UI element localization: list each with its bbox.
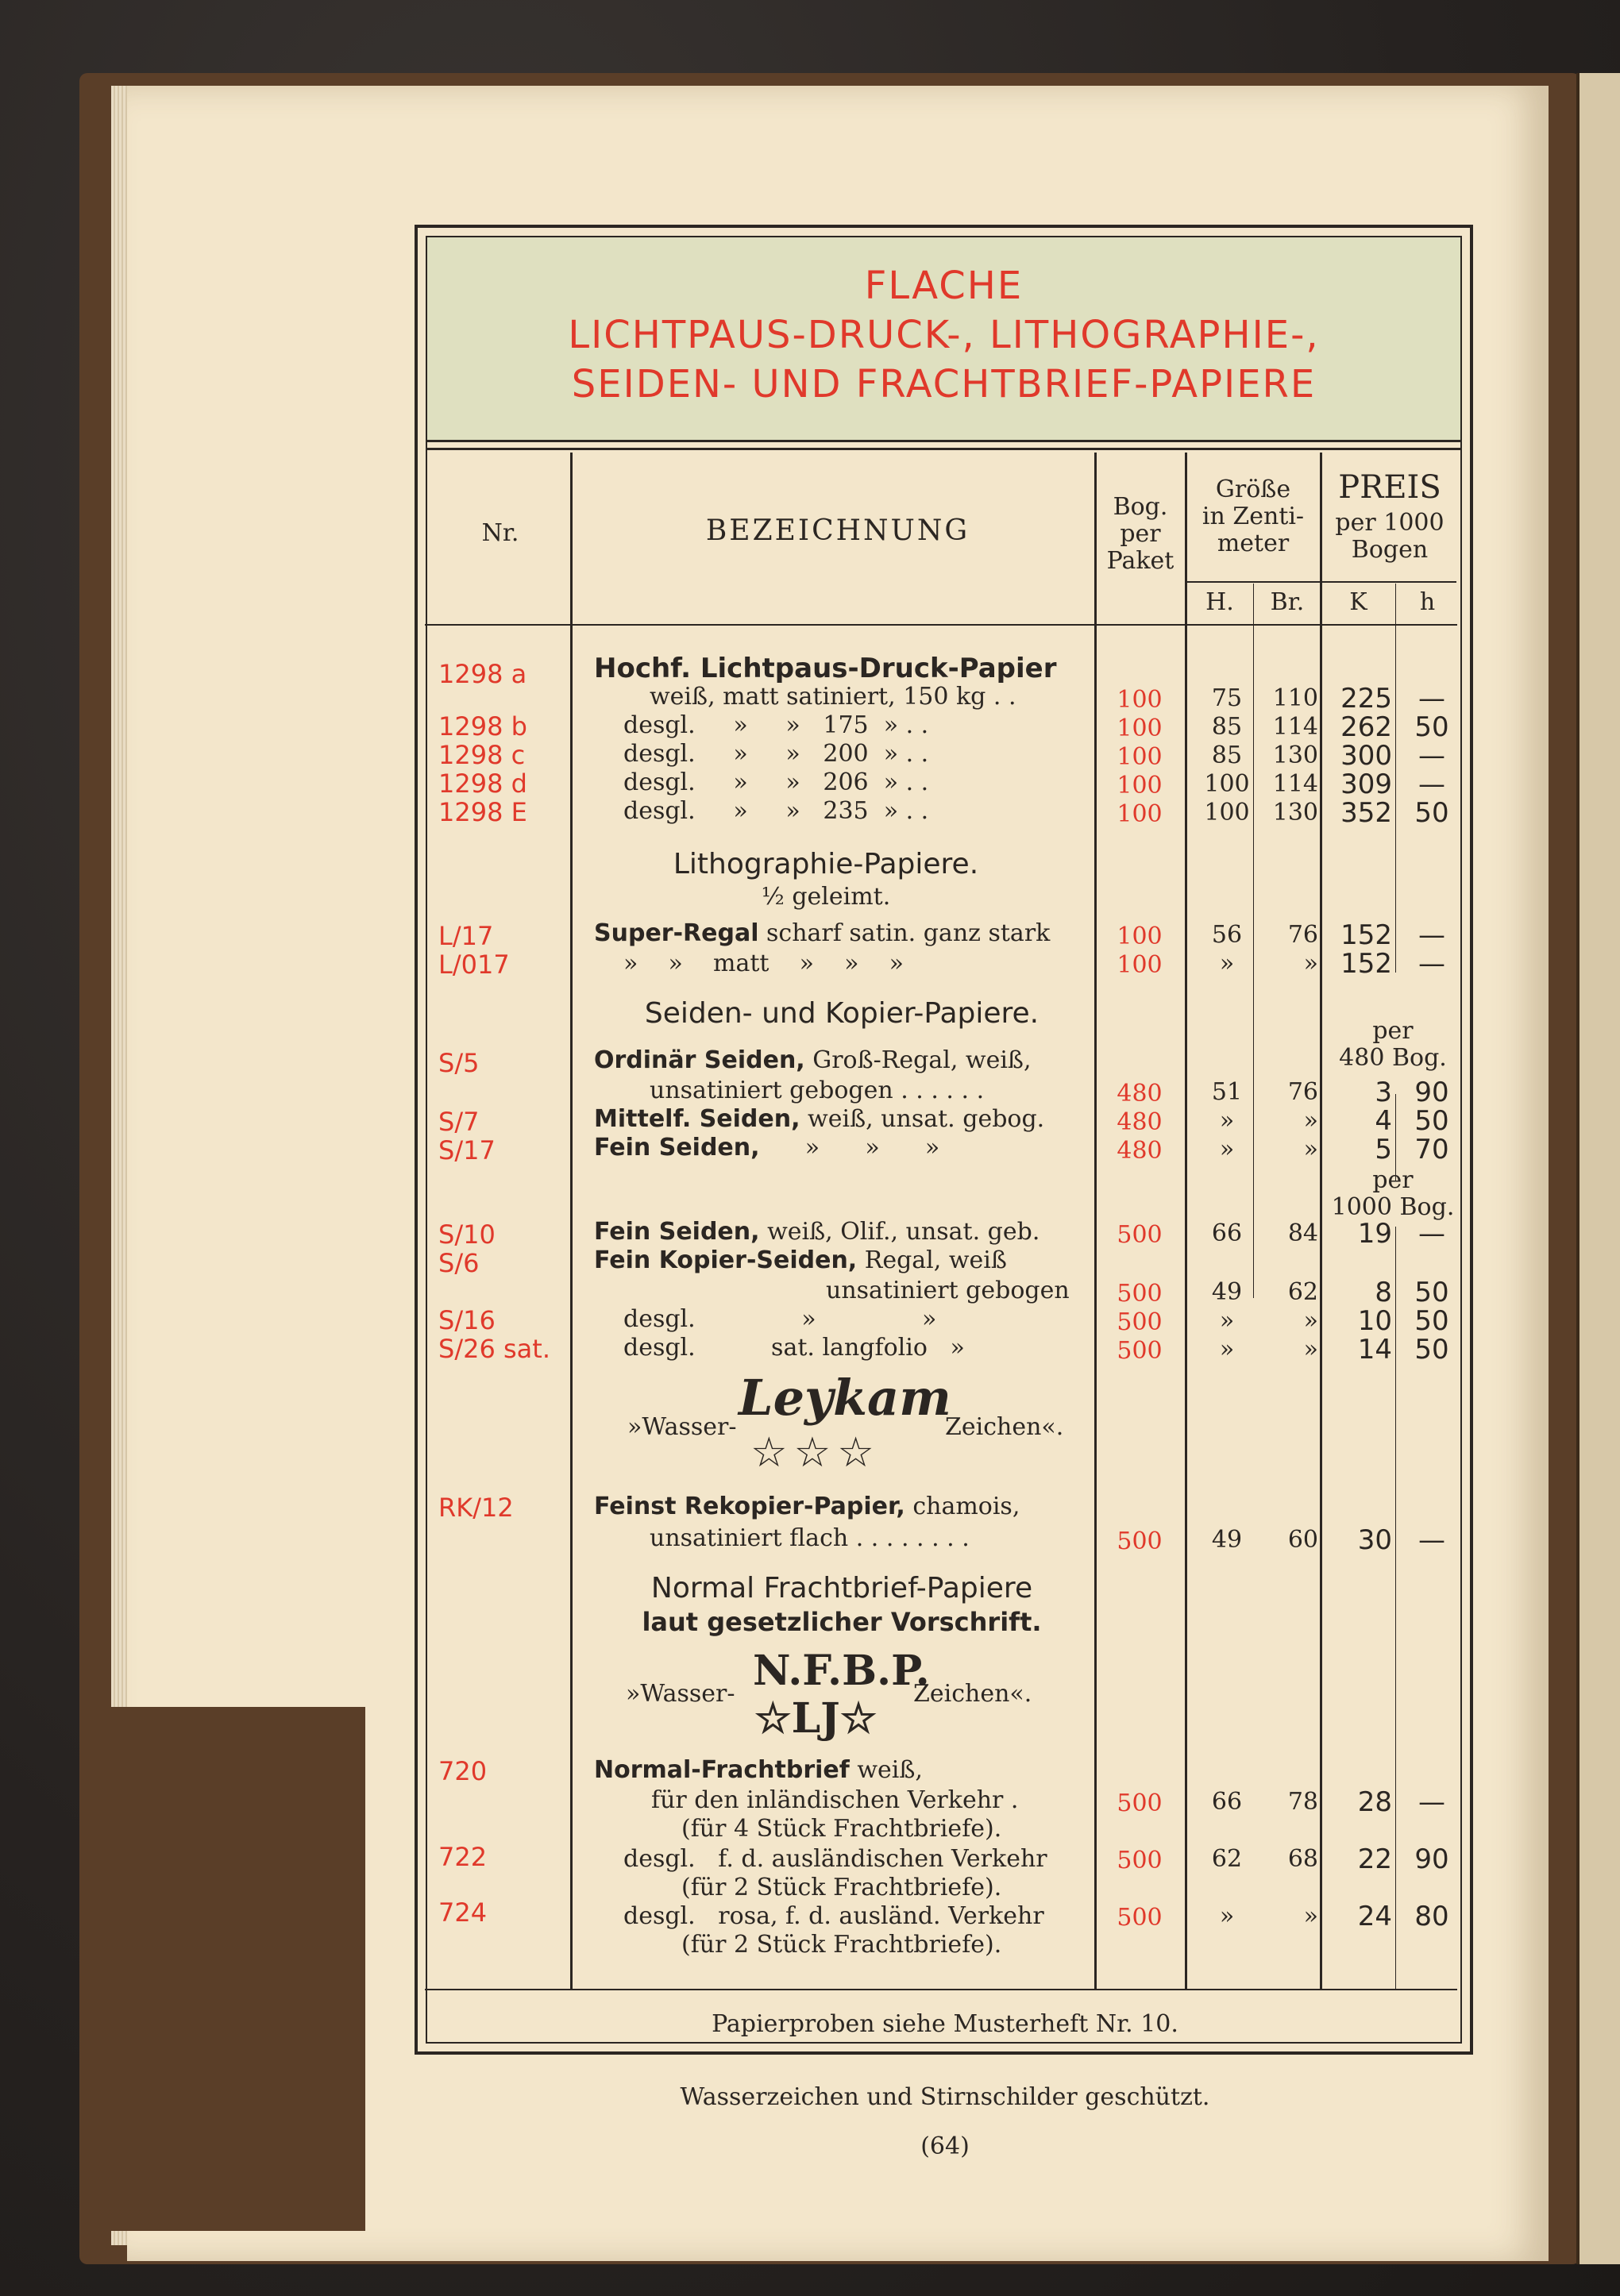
row-desc-3: (für 2 Stück Frachtbriefe).	[681, 1874, 1002, 1901]
row-nr: 1298 a	[438, 659, 527, 689]
per-1000-note	[1321, 1167, 1464, 1221]
row-h: 85	[1211, 742, 1243, 769]
row-br: »	[1303, 950, 1318, 977]
row-desc-rest: » » »	[759, 1134, 940, 1161]
row-br: 76	[1287, 1078, 1318, 1106]
samples-note: Papierproben siehe Musterheft Nr. 10.	[712, 2010, 1178, 2038]
header-br: Br.	[1270, 588, 1305, 616]
col-line-nr	[570, 453, 573, 1989]
row-desc-bold: Fein Seiden,	[594, 1218, 760, 1246]
row-hh: —	[1418, 1786, 1445, 1818]
row-bogen: 100	[1117, 743, 1163, 771]
row-k: 225	[1340, 683, 1392, 715]
watermark-note: Wasserzeichen und Stirnschilder geschützt.	[680, 2083, 1210, 2111]
row-desc	[594, 1493, 1020, 1520]
row-desc	[594, 1046, 1032, 1074]
per-480-note	[1321, 1018, 1464, 1072]
row-hh: 50	[1414, 711, 1449, 743]
header-bogen-1: Bog.	[1113, 493, 1168, 521]
row-desc-rest: weiß, Olif., unsat. geb.	[759, 1218, 1040, 1246]
row-br: 130	[1272, 742, 1318, 769]
header-separator	[427, 448, 1460, 450]
row-desc-rest: weiß, unsat. gebog.	[800, 1105, 1045, 1133]
row-desc-rest: Regal, weiß	[857, 1246, 1007, 1274]
row-hh: —	[1418, 1218, 1445, 1250]
row-bogen: 500	[1117, 1221, 1163, 1249]
row-desc-rest: scharf satin. ganz stark	[758, 919, 1051, 947]
row-h: 100	[1204, 770, 1250, 798]
header-preis-sub-2: Bogen	[1351, 536, 1429, 564]
row-br: »	[1303, 1307, 1318, 1335]
row-nr: S/26 sat.	[438, 1334, 550, 1364]
row-bogen: 500	[1117, 1280, 1163, 1308]
row-desc-bold: Mittelf. Seiden,	[594, 1105, 800, 1133]
row-desc-rest: weiß,	[849, 1756, 923, 1784]
row-desc-bold: Ordinär Seiden,	[594, 1046, 805, 1074]
header-preis-sub	[1321, 510, 1458, 564]
row-nr: S/6	[438, 1248, 480, 1278]
row-k: 352	[1340, 797, 1392, 829]
row-desc: desgl. » » 206 » . .	[623, 769, 929, 796]
row-nr: S/5	[438, 1048, 480, 1078]
row-desc: desgl. » »	[623, 1305, 937, 1333]
row-k: 19	[1357, 1218, 1392, 1250]
row-k: 28	[1357, 1786, 1392, 1818]
row-br: 78	[1287, 1788, 1318, 1816]
header-subline	[1186, 581, 1456, 583]
row-br: 76	[1287, 921, 1318, 949]
row-br: 130	[1272, 799, 1318, 826]
row-h: »	[1219, 1135, 1235, 1163]
row-bogen: 100	[1117, 772, 1163, 799]
row-h: 51	[1211, 1078, 1243, 1106]
row-k: 300	[1340, 740, 1392, 772]
thumb-index-cut	[111, 1707, 365, 2231]
row-br: 114	[1272, 770, 1318, 798]
row-desc: desgl. » » 200 » . .	[623, 740, 929, 768]
row-br: 114	[1272, 713, 1318, 741]
row-desc-2: unsatiniert flach . . . . . . . .	[650, 1524, 970, 1552]
row-h: 49	[1211, 1526, 1243, 1554]
row-desc: desgl. » » 175 » . .	[623, 711, 929, 739]
row-hh: 70	[1414, 1134, 1449, 1165]
row-hh: —	[1418, 769, 1445, 800]
row-bogen: 100	[1117, 686, 1163, 714]
row-br: 62	[1287, 1278, 1318, 1306]
row-desc	[594, 1134, 939, 1161]
header-hh: h	[1419, 588, 1436, 616]
row-desc-rest: Groß-Regal, weiß,	[804, 1046, 1032, 1074]
section-5-sub: laut gesetzlicher Vorschrift.	[642, 1607, 1042, 1637]
row-nr: S/16	[438, 1305, 496, 1335]
row-bogen: 500	[1117, 1527, 1163, 1555]
row-hh: 90	[1414, 1077, 1449, 1108]
row-hh: 50	[1414, 1334, 1449, 1366]
row-bogen: 100	[1117, 800, 1163, 828]
row-br: 68	[1287, 1845, 1318, 1873]
row-desc	[594, 919, 1050, 947]
row-hh: 90	[1414, 1843, 1449, 1875]
row-h: »	[1219, 950, 1235, 977]
row-desc-bold: Feinst Rekopier-Papier,	[594, 1493, 905, 1520]
row-hh: —	[1418, 683, 1445, 715]
header-bezeichnung: BEZEICHNUNG	[705, 514, 970, 547]
row-k: 309	[1340, 769, 1392, 800]
section-2-sub: ½ geleimt.	[761, 883, 891, 911]
row-nr: 1298 b	[438, 711, 527, 742]
row-bogen: 480	[1117, 1080, 1163, 1108]
row-h: 62	[1211, 1845, 1243, 1873]
wasser-left-2: »Wasser-	[626, 1680, 735, 1708]
row-hh: —	[1418, 1524, 1445, 1556]
wasser-left: »Wasser-	[627, 1413, 737, 1441]
header-k: K	[1349, 588, 1367, 616]
lj-stars-logo: ☆LJ☆	[754, 1694, 878, 1743]
header-bottom-line	[425, 624, 1457, 626]
row-nr: 1298 c	[438, 740, 526, 770]
row-desc: desgl. rosa, f. d. ausländ. Verkehr	[623, 1902, 1044, 1930]
row-desc-rest: chamois,	[904, 1493, 1020, 1520]
header-nr: Nr.	[481, 519, 519, 547]
row-br: »	[1303, 1902, 1318, 1930]
section-1-title: Hochf. Lichtpaus-Druck-Papier	[594, 653, 1057, 684]
row-nr: 720	[438, 1756, 488, 1786]
row-h: 49	[1211, 1278, 1243, 1306]
row-br: 60	[1287, 1526, 1318, 1554]
row-desc-3: (für 2 Stück Frachtbriefe).	[681, 1931, 1002, 1959]
row-hh: 50	[1414, 1105, 1449, 1137]
header-bogen-3: Paket	[1106, 547, 1174, 575]
header-groesse	[1186, 476, 1320, 557]
row-desc	[594, 1756, 923, 1784]
row-nr: 1298 E	[438, 797, 527, 827]
row-k: 262	[1340, 711, 1392, 743]
row-desc	[594, 1218, 1040, 1246]
row-bogen: 480	[1117, 1108, 1163, 1136]
row-desc-2: unsatiniert gebogen	[826, 1277, 1070, 1304]
row-nr: 724	[438, 1897, 488, 1928]
row-h: 75	[1211, 684, 1243, 712]
per-480-2: 480 Bog.	[1339, 1044, 1447, 1072]
title-line-1: FLACHE	[864, 264, 1024, 308]
row-hh: 50	[1414, 1277, 1449, 1308]
row-bogen: 100	[1117, 951, 1163, 979]
page-number: (64)	[920, 2132, 970, 2160]
row-k: 3	[1375, 1077, 1392, 1108]
section-5-title: Normal Frachtbrief-Papiere	[650, 1572, 1033, 1605]
row-h: 66	[1211, 1788, 1243, 1816]
row-bogen: 500	[1117, 1337, 1163, 1365]
row-desc: desgl. sat. langfolio »	[623, 1334, 965, 1362]
row-nr: S/7	[438, 1107, 480, 1137]
row-nr: S/17	[438, 1135, 496, 1165]
row-desc-3: (für 4 Stück Frachtbriefe).	[681, 1815, 1002, 1843]
row-k: 5	[1375, 1134, 1392, 1165]
row-k: 14	[1357, 1334, 1392, 1366]
row-desc: desgl. » » 235 » . .	[623, 797, 929, 825]
header-preis-sub-1: per 1000	[1335, 509, 1444, 537]
row-h: 85	[1211, 713, 1243, 741]
row-hh: —	[1418, 919, 1445, 951]
stars-icon: ☆☆☆	[750, 1429, 881, 1477]
row-desc-2: unsatiniert gebogen . . . . . .	[650, 1077, 985, 1104]
row-k: 30	[1357, 1524, 1392, 1556]
per-480-1: per	[1372, 1017, 1414, 1045]
row-k: 4	[1375, 1105, 1392, 1137]
row-br: 110	[1272, 684, 1318, 712]
row-nr: S/10	[438, 1219, 496, 1250]
leykam-logo: Leykam	[739, 1369, 951, 1427]
row-h: »	[1219, 1107, 1235, 1135]
row-nr: L/017	[438, 950, 510, 980]
title-line-2: LICHTPAUS-DRUCK-, LITHOGRAPHIE-,	[568, 313, 1320, 357]
title-line-3: SEIDEN- UND FRACHTBRIEF-PAPIERE	[571, 362, 1317, 406]
row-nr: 722	[438, 1842, 488, 1872]
row-desc-bold: Fein Kopier-Seiden,	[594, 1246, 858, 1274]
row-desc-bold: Fein Seiden,	[594, 1134, 760, 1161]
header-groesse-2: in Zenti-	[1202, 503, 1305, 530]
row-k: 24	[1357, 1901, 1392, 1932]
row-k: 152	[1340, 919, 1392, 951]
row-hh: 50	[1414, 1305, 1449, 1337]
row-hh: 80	[1414, 1901, 1449, 1932]
row-nr: 1298 d	[438, 769, 527, 799]
per-1000-1: per	[1372, 1166, 1414, 1194]
row-hh: 50	[1414, 797, 1449, 829]
row-desc-bold: Normal-Frachtbrief	[594, 1756, 850, 1784]
nfbp-logo: N.F.B.P.	[753, 1647, 930, 1695]
row-k: 8	[1375, 1277, 1392, 1308]
row-bogen: 500	[1117, 1847, 1163, 1874]
row-desc	[594, 1105, 1044, 1133]
section-2-title: Lithographie-Papiere.	[673, 848, 979, 880]
row-br: »	[1303, 1107, 1318, 1135]
row-desc: » » matt » » »	[623, 950, 904, 977]
header-bogen-2: per	[1120, 520, 1161, 548]
section-3-title: Seiden- und Kopier-Papiere.	[644, 997, 1040, 1030]
header-bogen	[1096, 494, 1185, 575]
row-br: »	[1303, 1335, 1318, 1363]
footer-top-line	[425, 1989, 1457, 1990]
row-k: 10	[1357, 1305, 1392, 1337]
row-nr: RK/12	[438, 1493, 514, 1523]
row-desc-bold: Super-Regal	[594, 919, 759, 947]
row-desc: desgl. f. d. ausländischen Verkehr	[623, 1845, 1047, 1873]
row-bogen: 100	[1117, 923, 1163, 950]
row-desc-2: für den inländischen Verkehr .	[651, 1786, 1019, 1814]
row-br: »	[1303, 1135, 1318, 1163]
row-bogen: 100	[1117, 715, 1163, 742]
row-h: »	[1219, 1307, 1235, 1335]
col-line-bogen	[1185, 453, 1187, 1989]
header-h: H.	[1205, 588, 1234, 616]
row-h: 66	[1211, 1219, 1243, 1247]
row-bogen: 480	[1117, 1137, 1163, 1165]
row-h: »	[1219, 1335, 1235, 1363]
title-box	[427, 237, 1460, 442]
row-desc: weiß, matt satiniert, 150 kg . .	[650, 683, 1016, 711]
header-groesse-3: meter	[1217, 530, 1290, 557]
header-groesse-1: Größe	[1215, 476, 1291, 503]
wasser-right-2: Zeichen«.	[913, 1680, 1032, 1708]
row-k: 152	[1340, 948, 1392, 980]
row-desc	[594, 1246, 1007, 1274]
row-h: 56	[1211, 921, 1243, 949]
right-page-edge	[1576, 73, 1620, 2264]
row-bogen: 500	[1117, 1904, 1163, 1932]
header-preis: PREIS	[1338, 469, 1441, 506]
row-bogen: 500	[1117, 1308, 1163, 1336]
row-k: 22	[1357, 1843, 1392, 1875]
row-bogen: 500	[1117, 1789, 1163, 1817]
row-h: »	[1219, 1902, 1235, 1930]
row-hh: —	[1418, 740, 1445, 772]
row-nr: L/17	[438, 921, 494, 951]
wasser-right: Zeichen«.	[945, 1413, 1064, 1441]
row-hh: —	[1418, 948, 1445, 980]
row-h: 100	[1204, 799, 1250, 826]
per-1000-2: 1000 Bog.	[1331, 1193, 1455, 1221]
row-br: 84	[1287, 1219, 1318, 1247]
